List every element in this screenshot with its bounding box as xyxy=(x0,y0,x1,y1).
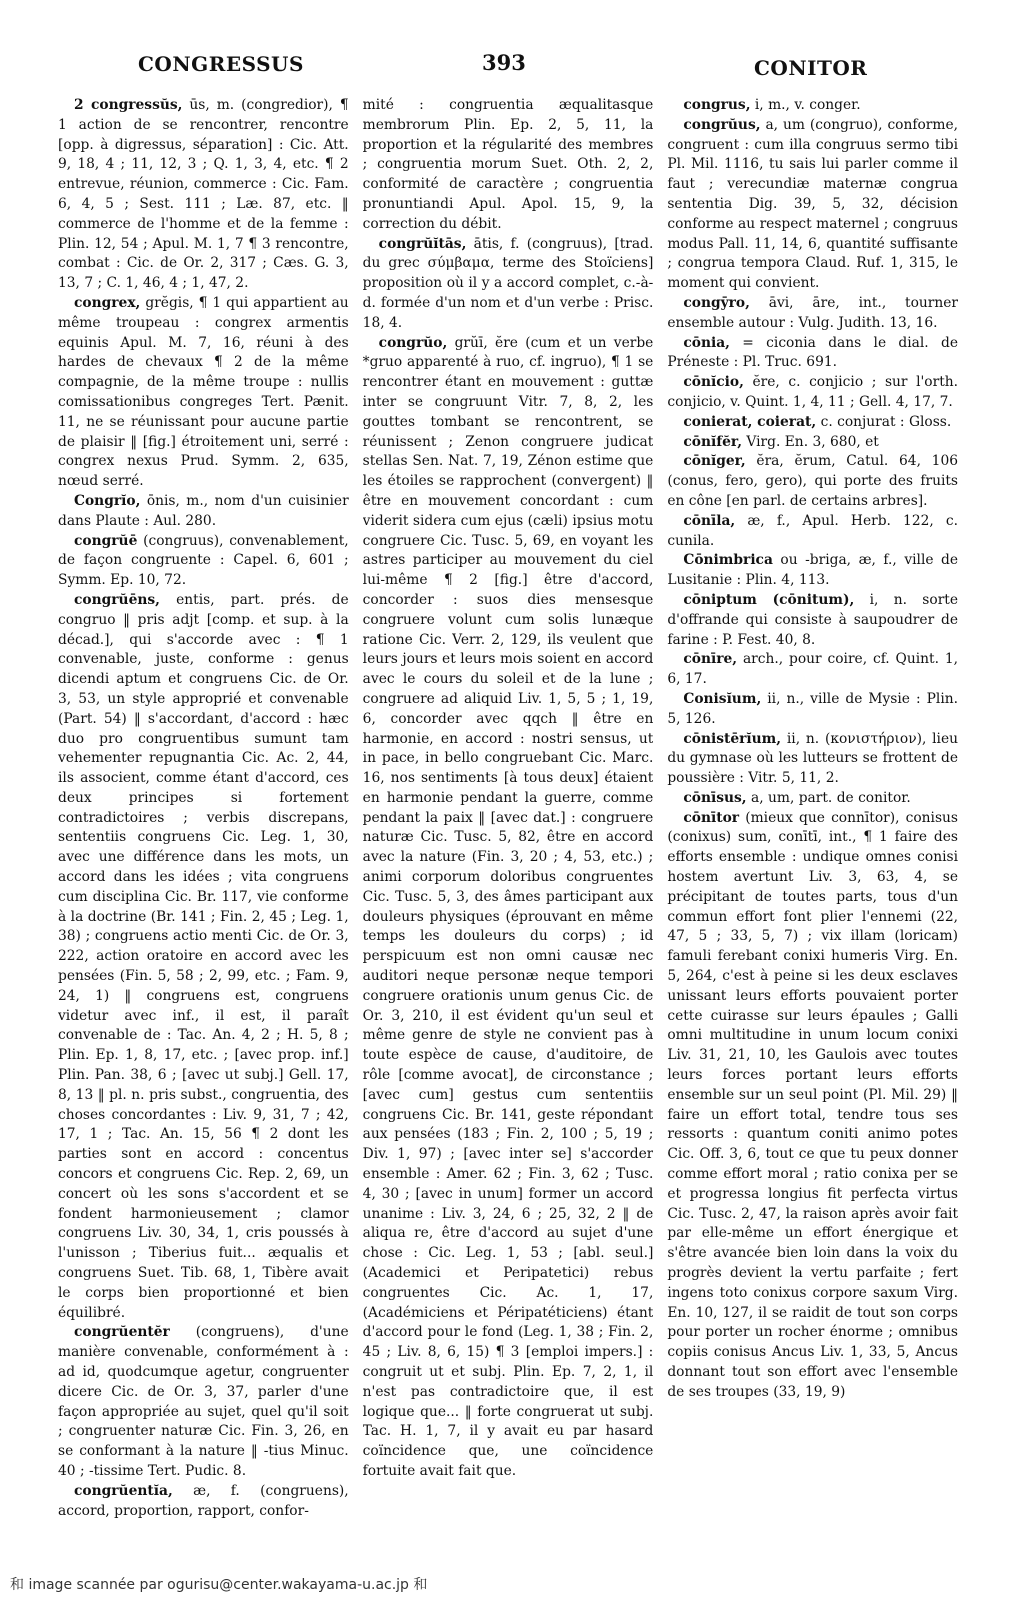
entry-definition: ii, n., ville de Mysie : Plin. 5, 126. xyxy=(667,690,959,727)
entry-headword: cōnistērĭum, xyxy=(683,730,782,747)
entry-headword: conierat, coierat, xyxy=(683,413,817,430)
dictionary-entry xyxy=(667,334,958,374)
dictionary-entry xyxy=(667,373,958,413)
entry-headword: Cōnimbrica xyxy=(683,552,773,569)
entry-definition: a, um (congruo), conforme, congruent : cum illa congruus sermo tibi Pl. Mil. 1116, tu sais lui parler comme il faut ; verecundiæ maternæ congrua sententia Dig. 39, 5, 32, décision conforme au respect maternel ; congruus modus Pall. 11, 14, 6, quantité suffisante ; congrua tempora Claud. Ruf. 1, 315, le moment qui convient. xyxy=(667,116,959,292)
dictionary-entry xyxy=(363,235,654,334)
entry-headword: congrŭĭtās, xyxy=(378,235,467,252)
entry-definition: mité : congruentia æqualitasque membrorum Plin. Ep. 2, 5, 11, la proportion et la régularité des membres ; congruentia morum Suet. Oth. 2, 2, conformité de caractère ; congruentia pronuntiandi Apul. Apol. 15, 9, la correction du débit. xyxy=(362,97,654,232)
entry-definition: entis, part. prés. de congruo ‖ pris adjt [comp. et sup. à la décad.], qui s'accorde avec : ¶ 1 convenable, juste, conforme : genus dicendi aptum et congruens Cic. de Or. 3, 53, un style approprié et convenable (Part. 54) ‖ s'accordant, d'accord : hæc duo pro congruentibus sumunt tam vehementer repugnantia Cic. Ac. 2, 44, ils associent, comme étant d'accord, ces deux principes si fortement contradictoires ; verbis discrepans, sententiis congruens Cic. Leg. 1, 30, avec une différence dans les mots, un accord dans les idées ; vita congruens cum disciplina Cic. Br. 117, vie conforme à la doctrine (Br. 141 ; Fin. 2, 45 ; Leg. 1, 38) ; congruens actio menti Cic. de Or. 3, 222, action oratoire en accord avec les pensées (Fin. 5, 58 ; 2, 99, etc. ; Fam. 9, 24, 1) ‖ congruens est, congruens videtur avec inf., il est, il paraît convenable de : Tac. An. 4, 2 ; H. 5, 8 ; Plin. Ep. 1, 8, 17, etc. ; [avec prop. inf.] Plin. Pan. 38, 6 ; [avec ut subj.] Gell. 17, 8, 13 ‖ pl. n. pris subst., congruentia, des choses concordantes : Liv. 9, 31, 7 ; 42, 17, 1 ; Tac. An. 15, 56 ¶ 2 dont les parties sont en accord : concentus concors et congruens Cic. Rep. 2, 69, un concert où les sons s'accordent et se fondent harmonieusement ; clamor congruens Liv. 30, 34, 1, cris poussés à l'unisson ; Tiberius fuit... æqualis et congruens Suet. Tib. 68, 1, Tibère avait le corps bien proportionné et bien équilibré. xyxy=(58,591,349,1321)
entry-headword: cōnia, xyxy=(683,334,730,351)
dictionary-entry xyxy=(667,730,958,789)
entry-headword: congrŭēns, xyxy=(74,591,160,608)
entry-definition: āvi, āre, int., tourner ensemble autour : Vulg. Judith. 13, 16. xyxy=(667,294,959,331)
entry-headword: congrŭo, xyxy=(378,334,448,351)
column-middle xyxy=(363,96,654,1548)
entry-headword: cōnĭger, xyxy=(683,453,746,470)
entry-definition: ii, n. (κονιστήριον), lieu du gymnase où les lutteurs se frottent de poussière : Vitr. 5, 11, 2. xyxy=(667,730,959,787)
scan-credit: 和 image scannée par ogurisu@center.wakayama-u.ac.jp 和 xyxy=(10,1577,428,1593)
dictionary-entry xyxy=(58,492,349,532)
dictionary-entry xyxy=(58,1323,349,1481)
running-head-left: CONGRESSUS xyxy=(138,52,304,76)
entry-headword: cōnīre, xyxy=(683,651,738,668)
dictionary-entry xyxy=(58,96,349,294)
entry-definition: ātis, f. (congruus), [trad. du grec σύμβαμα, terme des Stoïciens] proposition où il y a accord complet, c.-à-d. formée d'un nom et d'un verbe : Prisc. 18, 4. xyxy=(362,235,654,331)
page-header xyxy=(0,48,1024,88)
entry-headword: congrex, xyxy=(74,294,141,311)
entry-definition: æ, f., Apul. Herb. 122, c. cunila. xyxy=(667,512,959,549)
dictionary-entry xyxy=(667,690,958,730)
dictionary-entry xyxy=(667,116,958,294)
entry-definition: æ, f. (congruens), accord, proportion, rapport, confor- xyxy=(58,1482,349,1519)
dictionary-entry xyxy=(58,591,349,1323)
dictionary-entry xyxy=(667,551,958,591)
dictionary-entry xyxy=(667,96,958,116)
entry-definition: arch., pour coire, cf. Quint. 1, 6, 17. xyxy=(667,651,959,688)
entry-definition: Virg. En. 3, 680, et xyxy=(746,433,879,450)
dictionary-entry xyxy=(58,294,349,492)
entry-definition: i, m., v. conger. xyxy=(754,97,861,113)
entry-definition: a, um, part. de conitor. xyxy=(750,789,911,806)
dictionary-entry xyxy=(667,433,958,453)
column-left xyxy=(58,96,349,1548)
entry-headword: Congrĭo, xyxy=(74,492,141,509)
dictionary-entry xyxy=(667,591,958,650)
entry-definition: ōnis, m., nom d'un cuisinier dans Plaute : Aul. 280. xyxy=(58,492,349,529)
entry-headword: congrŭentĭa, xyxy=(74,1482,173,1499)
dictionary-entry xyxy=(667,512,958,552)
dictionary-columns xyxy=(58,96,958,1548)
entry-definition: (mieux que connītor), conisus (conixus) sum, conītī, int., ¶ 1 faire des efforts ensemble : undique omnes conisi hostem avertunt Liv. 3, 63, 4, se précipitant de toutes parts, tous d'un commun effort font plier l'ennemi (22, 47, 5 ; 33, 5, 7) ; vix illam (loricam) famuli ferebant conixi humeris Virg. En. 5, 264, c'est à peine si les deux esclaves unissant leurs efforts pouvaient porter cette cuirasse sur leurs épaules ; Galli omni multitudine in unum locum conixi Liv. 31, 21, 10, les Gaulois avec toutes leurs forces portant leurs efforts ensemble sur un seul point (Pl. Mil. 29) ‖ faire un effort total, tendre tous ses ressorts : quantum coniti animo potes Cic. Off. 3, 6, tout ce que tu peux donner comme effort moral ; ratio conixa per se et progressa longius fit perfecta virtus Cic. Tusc. 2, 47, la raison après avoir fait par elle-même un effort énergique et s'être avancée bien loin dans la voix du progrès devient la vertu parfaite ; fert ingens toto conixus corpore saxum Virg. En. 10, 127, il se raidit de tout son corps pour porter un rocher énorme ; omnibus copiis conisus Ancus Liv. 1, 33, 5, Ancus donnant tout son effort avec l'ensemble de ses troupes (33, 19, 9) xyxy=(667,809,959,1400)
entry-headword: cōniptum (cōnitum), xyxy=(683,591,855,608)
dictionary-entry xyxy=(58,1482,349,1522)
entry-definition: ou -briga, æ, f., ville de Lusitanie : Plin. 4, 113. xyxy=(667,552,959,589)
dictionary-entry xyxy=(667,294,958,334)
dictionary-entry xyxy=(667,650,958,690)
entry-definition: ūs, m. (congredior), ¶ 1 action de se rencontrer, rencontre [opp. à digressus, séparation] : Cic. Att. 9, 18, 4 ; 11, 12, 3 ; Q. 1, 3, 4, etc. ¶ 2 entrevue, réunion, commerce : Cic. Fam. 6, 4, 5 ; Sest. 111 ; Læ. 87, etc. ‖ commerce de l'homme et de la femme : Plin. 12, 54 ; Apul. M. 1, 7 ¶ 3 rencontre, combat : Cic. de Or. 2, 317 ; Cæs. G. 3, 13, 7 ; C. 1, 46, 4 ; 1, 47, 2. xyxy=(58,97,349,292)
dictionary-entry xyxy=(363,334,654,1482)
entry-headword: congrŭē xyxy=(74,532,138,549)
entry-headword: cōnīla, xyxy=(683,512,736,529)
entry-headword: cōnĭfĕr, xyxy=(683,433,743,450)
entry-definition: grĕgis, ¶ 1 qui appartient au même troupeau : congrex armentis equinis Apul. M. 7, 16, réuni à des hardes de chevaux ¶ 2 de la même compagnie, de la même troupe : nullis comissationibus congreges Tert. Pænit. 11, ne se réunissant pour aucune partie de plaisir ‖ [fig.] étroitement uni, serré : congrex nexus Prud. Symm. 2, 635, nœud serré. xyxy=(58,294,349,490)
entry-headword: 2 congressŭs, xyxy=(74,97,183,113)
running-head-right: CONITOR xyxy=(754,56,868,80)
entry-definition: ĕre, c. conjicio ; sur l'orth. conjicio, v. Quint. 1, 4, 11 ; Gell. 4, 17, 7. xyxy=(667,374,959,410)
entry-headword: cōnĭcio, xyxy=(683,374,744,391)
dictionary-entry xyxy=(667,809,958,1403)
entry-headword: congȳro, xyxy=(683,294,750,311)
dictionary-entry xyxy=(667,452,958,511)
entry-headword: congrŭus, xyxy=(683,116,761,133)
page-number: 393 xyxy=(482,50,526,75)
entry-headword: cōnītor xyxy=(683,809,740,826)
dictionary-entry xyxy=(363,96,654,235)
dictionary-entry xyxy=(667,789,958,809)
entry-definition: (congruens), d'une manière convenable, conformément à : ad id, quodcumque agetur, congruenter dicere Cic. de Or. 3, 37, parler d'une façon appropriée au sujet, quel qu'il soit ; congruenter naturæ Cic. Fin. 3, 26, en se conformant à la nature ‖ -tius Minuc. 40 ; -tissime Tert. Pudic. 8. xyxy=(58,1324,349,1479)
entry-headword: Conisĭum, xyxy=(683,690,762,707)
entry-definition: (congruus), convenablement, de façon congruente : Capel. 6, 601 ; Symm. Ep. 10, 72. xyxy=(58,532,349,589)
dictionary-entry xyxy=(58,532,349,591)
column-right xyxy=(667,96,958,1548)
entry-headword: congrŭentĕr xyxy=(74,1324,170,1341)
dictionary-entry xyxy=(667,413,958,433)
entry-definition: i, n. sorte d'offrande qui consiste à saupoudrer de farine : P. Fest. 40, 8. xyxy=(667,591,959,648)
entry-headword: congrus, xyxy=(683,97,751,113)
entry-definition: ĕra, ĕrum, Catul. 64, 106 (conus, fero, gero), qui porte des fruits en cône [en parl. de certains arbres]. xyxy=(667,453,959,509)
entry-headword: cōnīsus, xyxy=(683,789,747,806)
entry-definition: grŭī, ĕre (cum et un verbe *gruo apparenté à ruo, cf. ingruo), ¶ 1 se rencontrer étant en mouvement : guttæ inter se congruunt Vitr. 7, 8, 2, les gouttes tombant se rencontrent, se réunissent ; Zenon congruere judicat stellas Sen. Nat. 7, 19, Zénon estime que les étoiles se rapprochent (convergent) ‖ être en mouvement concordant : cum viderit sidera cum ejus (cæli) ipsius motu congruere Cic. Tusc. 5, 69, en voyant les astres participer au mouvement du ciel lui-même ¶ 2 [fig.] être d'accord, concorder : suos dies mensesque congruere volunt cum solis lunæque ratione Cic. Verr. 2, 129, ils veulent que leurs jours et leurs mois soient en accord avec le cours du soleil et de la lune ; congruere ad aliquid Liv. 1, 5, 5 ; 1, 19, 6, concorder avec qqch ‖ être en harmonie, en accord : nostri sensus, ut in pace, in bello congruebant Cic. Marc. 16, nos sentiments [à tous deux] étaient en harmonie pendant la guerre, comme pendant la paix ‖ [avec dat.] : congruere naturæ Cic. Tusc. 5, 82, être en accord avec la nature (Fin. 3, 20 ; 4, 53, etc.) ; animi corporum doloribus congruentes Cic. Tusc. 5, 3, des âmes participant aux douleurs physiques (éprouvant en même temps les douleurs du corps) ; id perspicuum est non omni causæ nec auditori neque personæ neque tempori congruere orationis unum genus Cic. de Or. 3, 210, il est évident qu'un seul et même genre de style ne convient pas à toute espèce de cause, d'auditoire, de rôle [comme avocat], de circonstance ; [avec cum] gestus cum sententiis congruens Cic. Br. 141, geste répondant aux pensées (183 ; Fin. 2, 100 ; 5, 19 ; Div. 1, 97) ; [avec inter se] s'accorder ensemble : Amer. 62 ; Fin. 3, 62 ; Tusc. 4, 30 ; [avec in unum] former un accord unanime : Liv. 3, 24, 6 ; 25, 32, 2 ‖ de aliqua re, être d'accord au sujet d'une chose : Cic. Leg. 1, 53 ; [abl. seul.] (Academici et Peripatetici) rebus congruentes Cic. Ac. 1, 17, (Académiciens et Péripatéticiens) étant d'accord pour le fond (Leg. 1, 38 ; Fin. 2, 45 ; Liv. 8, 6, 15) ¶ 3 [emploi impers.] : congruit ut et subj. Plin. Ep. 7, 2, 1, il n'est pas contradictoire que, il est logique que... ‖ forte congruerat ut subj. Tac. H. 1, 7, il y avait eu par hasard coïncidence que, une coïncidence fortuite avait fait que. xyxy=(362,334,654,1479)
entry-definition: = ciconia dans le dial. de Préneste : Pl. Truc. 691. xyxy=(667,334,959,371)
entry-definition: c. conjurat : Gloss. xyxy=(820,413,952,430)
